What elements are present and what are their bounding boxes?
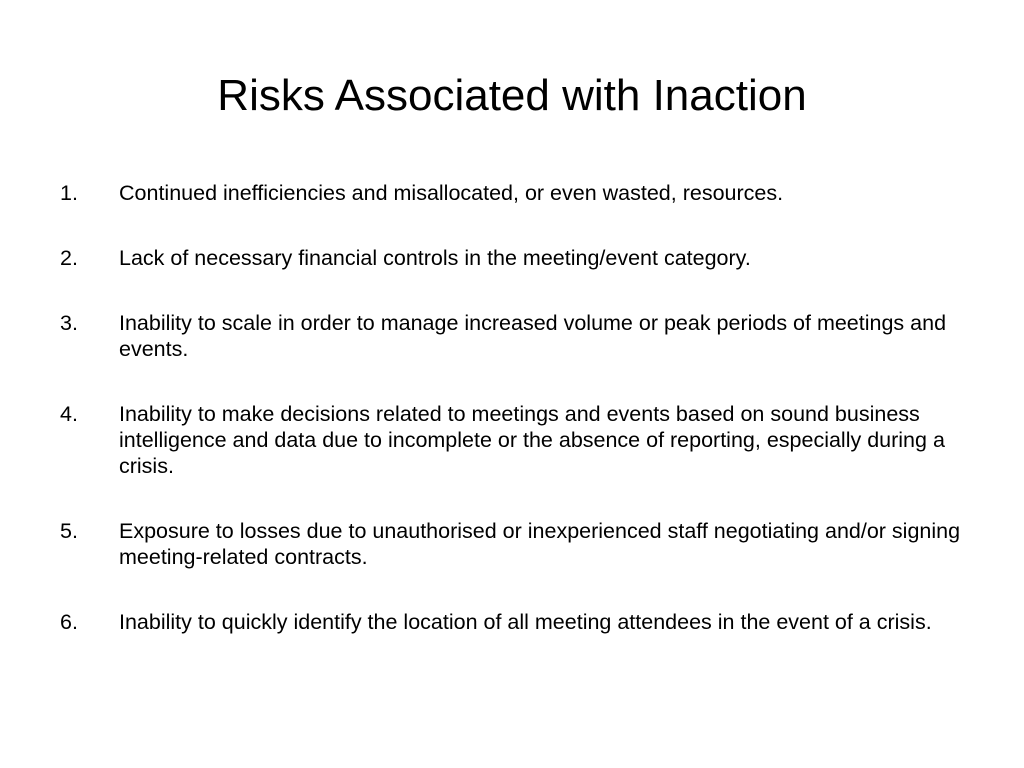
list-item xyxy=(60,180,970,206)
list-item xyxy=(60,401,970,479)
list-item-number: 3. xyxy=(60,311,78,335)
list-item-text: Exposure to losses due to unauthorised or inexperienced staff negotiating and/or signing meeting-related contracts. xyxy=(119,519,961,569)
list-item xyxy=(60,518,970,570)
list-item-text: Lack of necessary financial controls in the meeting/event category. xyxy=(119,246,751,270)
list-item-text: Inability to quickly identify the location of all meeting attendees in the event of a crisis. xyxy=(119,610,932,634)
list-item xyxy=(60,245,970,271)
list-item-number: 6. xyxy=(60,610,78,634)
list-item xyxy=(60,609,970,635)
list-item-text: Continued inefficiencies and misallocated, or even wasted, resources. xyxy=(119,181,784,205)
list-item xyxy=(60,310,970,362)
list-item-text: Inability to scale in order to manage increased volume or peak periods of meetings and events. xyxy=(119,311,947,361)
slide-title: Risks Associated with Inaction xyxy=(217,71,807,120)
list-item-number: 5. xyxy=(60,519,78,543)
list-item-number: 2. xyxy=(60,246,78,270)
list-item-number: 4. xyxy=(60,402,78,426)
list-item-number: 1. xyxy=(60,181,78,205)
list-item-text: Inability to make decisions related to meetings and events based on sound business intelligence and data due to incomplete or the absence of reporting, especially during a crisis. xyxy=(119,402,945,478)
numbered-list xyxy=(60,180,970,674)
